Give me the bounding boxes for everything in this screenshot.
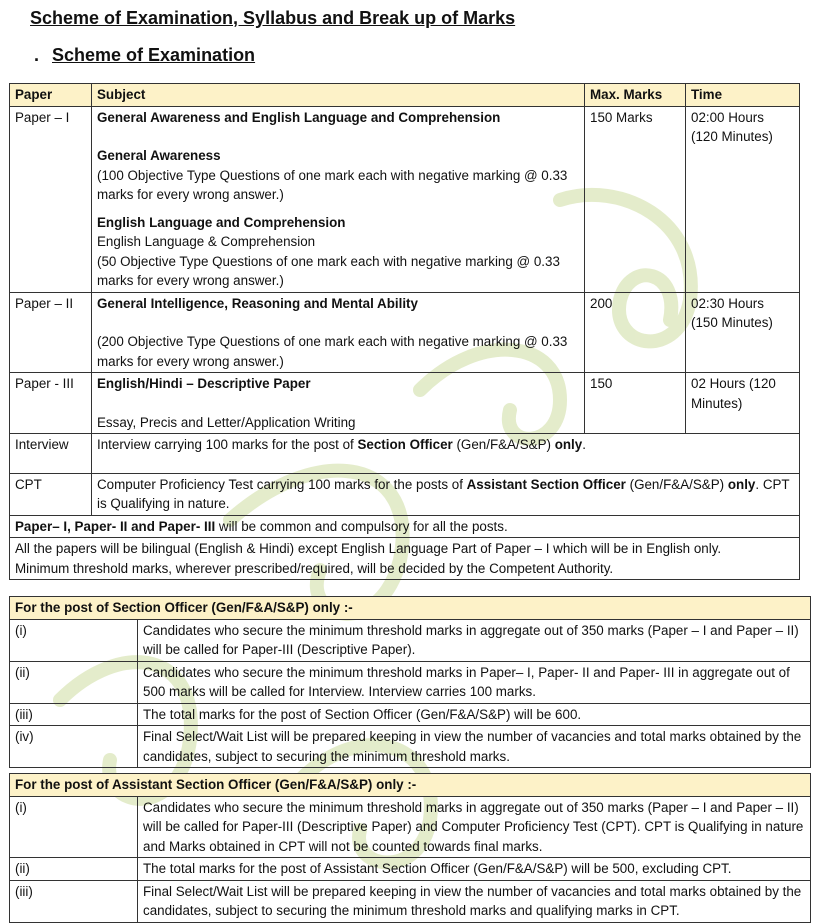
aso-header: For the post of Assistant Section Officer (Gen/F&A/S&P) only :- <box>10 774 811 797</box>
so-row-text: Final Select/Wait List will be prepared keeping in view the number of vacancies and total marks obtained by the candidates, subject to securing the minimum threshold marks. <box>138 726 811 768</box>
aso-row-text: The total marks for the post of Assistant Section Officer (Gen/F&A/S&P) will be 500, excluding CPT. <box>138 858 811 881</box>
col-subject-header: Subject <box>92 84 585 107</box>
cpt-row <box>10 473 800 515</box>
paper1-eng-text: (50 Objective Type Questions of one mark each with negative marking @ 0.33 marks for every wrong answer.) <box>97 253 560 288</box>
paper1-label: Paper – I <box>10 106 92 292</box>
common-row <box>10 515 800 538</box>
aso-table <box>9 773 811 923</box>
aso-row-text: Candidates who secure the minimum threshold marks in aggregate out of 350 marks (Paper – I and Paper – II) will be called for Paper-III (Descriptive Paper) and Computer Proficiency Test (CPT). CPT is Qualifying in nature and Marks obtained in CPT will not be counted towards final marks. <box>138 796 811 858</box>
paper3-time: 02 Hours (120 Minutes) <box>686 373 800 434</box>
paper1-eng-heading: English Language and Comprehension <box>97 214 346 230</box>
paper2-row <box>10 292 800 373</box>
paper1-eng-sub: English Language & Comprehension <box>97 234 316 249</box>
section-bullet: . <box>34 45 40 65</box>
cpt-label: CPT <box>10 473 92 515</box>
paper2-label: Paper – II <box>10 292 92 373</box>
interview-text: Interview carrying 100 marks for the post of Section Officer (Gen/F&A/S&P) only. <box>92 434 800 474</box>
interview-label: Interview <box>10 434 92 474</box>
table-row <box>10 726 811 768</box>
table-row <box>10 703 811 726</box>
paper3-title: English/Hindi – Descriptive Paper <box>97 376 311 391</box>
scheme-table <box>9 83 800 580</box>
paper1-marks: 150 Marks <box>585 106 686 292</box>
aso-row-text: Final Select/Wait List will be prepared keeping in view the number of vacancies and total marks obtained by the candidates, subject to securing the minimum threshold marks and qualifying marks in CPT. <box>138 880 811 922</box>
so-table <box>9 596 811 768</box>
paper3-text: Essay, Precis and Letter/Application Writing <box>97 414 356 430</box>
table-row <box>10 619 811 661</box>
so-row-num: (i) <box>10 619 138 661</box>
col-paper-header: Paper <box>10 84 92 107</box>
paper3-label: Paper - III <box>10 373 92 434</box>
bilingual-note: All the papers will be bilingual (English & Hindi) except English Language Part of Paper – I which will be in English only. Minimum threshold marks, wherever prescribed/required, will be decided by the Competent Authority. <box>10 538 800 580</box>
paper3-subject <box>92 373 585 434</box>
so-header: For the post of Section Officer (Gen/F&A/S&P) only :- <box>10 597 811 620</box>
paper1-row <box>10 106 800 292</box>
common-note: Paper– I, Paper- II and Paper- III will be common and compulsory for all the posts. <box>10 515 800 538</box>
paper1-time: 02:00 Hours (120 Minutes) <box>686 106 800 292</box>
table-row <box>10 858 811 881</box>
so-row-num: (iii) <box>10 703 138 726</box>
paper2-title: General Intelligence, Reasoning and Mental Ability <box>97 295 418 311</box>
threshold-note: Minimum threshold marks, wherever prescribed/required, will be decided by the Competent Authority. <box>15 560 614 576</box>
page-title: Scheme of Examination, Syllabus and Break up of Marks <box>30 8 516 28</box>
paper1-ga-text: (100 Objective Type Questions of one mark each with negative marking @ 0.33 marks for every wrong answer.) <box>97 167 568 202</box>
paper2-marks: 200 <box>585 292 686 373</box>
so-row-text: The total marks for the post of Section Officer (Gen/F&A/S&P) will be 600. <box>138 703 811 726</box>
so-row-text: Candidates who secure the minimum threshold marks in Paper– I, Paper- II and Paper- III in aggregate out of 500 marks will be called for Interview. Interview carries 100 marks. <box>138 661 811 703</box>
paper1-subject <box>92 106 585 292</box>
paper1-ga-heading: General Awareness <box>97 148 221 163</box>
so-row-text: Candidates who secure the minimum threshold marks in aggregate out of 350 marks (Paper – I and Paper – II) will be called for Paper-III (Descriptive Paper). <box>138 619 811 661</box>
paper1-title: General Awareness and English Language and Comprehension <box>97 109 501 125</box>
aso-header-row <box>10 774 811 797</box>
section-heading <box>34 45 255 66</box>
scheme-header-row <box>10 84 800 107</box>
so-header-row <box>10 597 811 620</box>
paper2-time: 02:30 Hours (150 Minutes) <box>686 292 800 373</box>
bilingual-row <box>10 538 800 580</box>
col-time-header: Time <box>686 84 800 107</box>
paper2-text: (200 Objective Type Questions of one mark each with negative marking @ 0.33 marks for every wrong answer.) <box>97 334 568 369</box>
aso-row-num: (iii) <box>10 880 138 922</box>
col-marks-header: Max. Marks <box>585 84 686 107</box>
so-row-num: (ii) <box>10 661 138 703</box>
aso-row-num: (i) <box>10 796 138 858</box>
table-row <box>10 661 811 703</box>
so-row-num: (iv) <box>10 726 138 768</box>
paper2-subject <box>92 292 585 373</box>
paper3-row <box>10 373 800 434</box>
section-title: Scheme of Examination <box>52 45 256 65</box>
table-row <box>10 796 811 858</box>
aso-row-num: (ii) <box>10 858 138 881</box>
table-row <box>10 880 811 922</box>
cpt-text: Computer Proficiency Test carrying 100 marks for the posts of Assistant Section Officer (Gen/F&A/S&P) only. CPT is Qualifying in nature. <box>92 473 800 515</box>
paper3-marks: 150 <box>585 373 686 434</box>
interview-row <box>10 434 800 474</box>
